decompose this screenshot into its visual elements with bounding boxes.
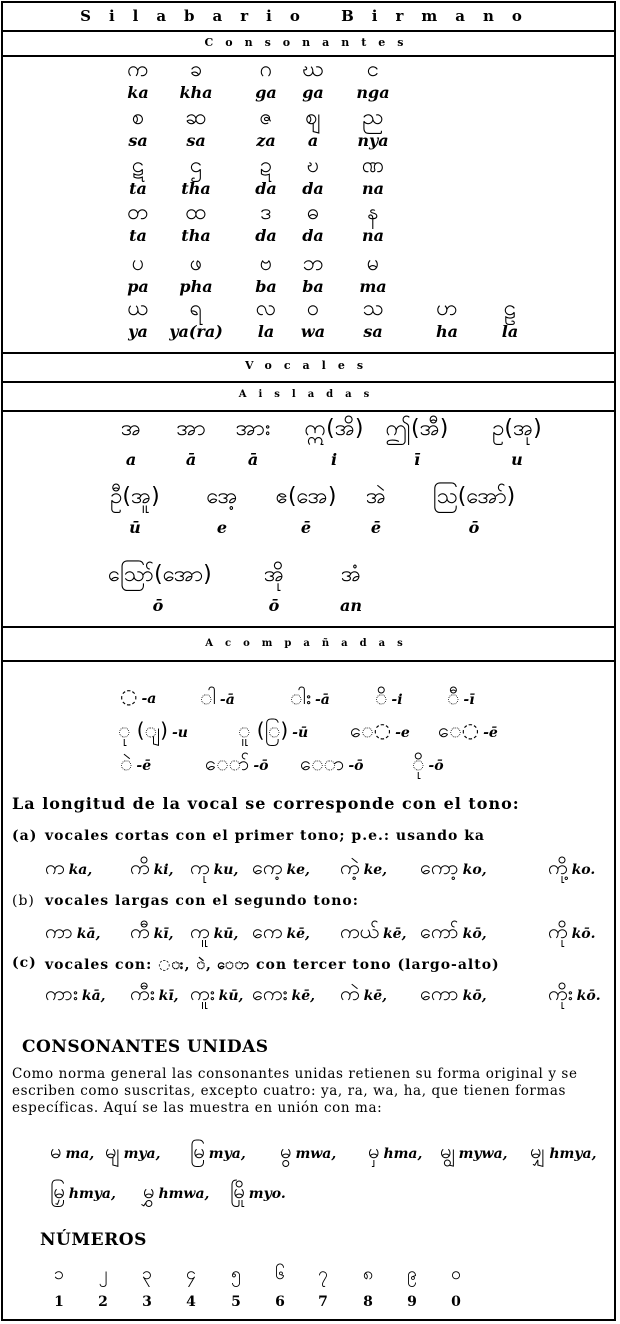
isolated-vowel-latin: ā (185, 450, 197, 469)
number-digit: 4 (186, 1294, 196, 1310)
isolated-vowel-latin: e (216, 518, 228, 537)
consonant-glyph: ယ (127, 296, 149, 321)
consonant-glyph: သ (362, 296, 384, 321)
united-glyph: မျှ (530, 1139, 546, 1163)
number-digit: 2 (98, 1294, 108, 1310)
consonant-latin: nga (356, 83, 390, 102)
number-glyph: ၆ (274, 1263, 286, 1284)
tone-example-glyph: ကူ (190, 919, 210, 943)
tone-example-latin: ka, (68, 862, 93, 878)
tone-example-glyph: က (45, 855, 65, 879)
number-glyph: ၉ (406, 1263, 418, 1284)
section-consonantes: Consonantes (204, 36, 416, 49)
isolated-vowel-latin: ē (370, 518, 382, 537)
united-latin: mwa, (295, 1146, 337, 1162)
vowel-sign-glyph: ◌ါး (290, 685, 311, 709)
tone-example-latin: kō. (571, 926, 596, 942)
consonant-latin: la (257, 322, 275, 341)
divider (1, 352, 616, 354)
consonant-glyph: ဘ (302, 251, 324, 276)
united-latin: hmya, (549, 1146, 597, 1162)
vowel-sign-latin: -i (391, 692, 403, 708)
vowel-sign-glyph: ◌ီ (447, 685, 460, 709)
consonant-latin: la (501, 322, 519, 341)
isolated-vowel-latin: ē (300, 518, 312, 537)
consonant-glyph: စ (131, 105, 145, 130)
tone-example (548, 980, 601, 1010)
vowel-sign-glyph: ◌ု (◌ျ) (118, 718, 168, 742)
consonant-latin: wa (300, 322, 326, 341)
isolated-vowel-glyph: ဪ(အော) (108, 562, 212, 587)
tone-example-glyph: ကို့ (548, 855, 568, 879)
consonant-glyph: ထ (185, 200, 207, 225)
tone-example (45, 918, 100, 948)
isolated-vowel-glyph: အေ့ (206, 484, 238, 509)
tone-example-glyph: ကာ (45, 919, 73, 943)
tone-example-glyph: ကီး (130, 981, 155, 1005)
consonant-glyph: ည (362, 105, 384, 130)
consonant-glyph: ဇ (259, 105, 273, 130)
consonant-glyph: ခ (189, 57, 203, 82)
consonant-latin: tha (181, 226, 211, 245)
united-glyph: မွှ (143, 1179, 155, 1203)
isolated-vowel-latin: ō (468, 518, 480, 537)
united-latin: ma, (65, 1146, 95, 1162)
united-example (530, 1138, 596, 1168)
tone-example (340, 918, 406, 948)
consonant-glyph: ပ (131, 251, 145, 276)
accompanied-vowel (200, 684, 235, 714)
number-digit: 3 (142, 1294, 152, 1310)
tone-example (45, 980, 106, 1010)
isolated-vowel-latin: an (340, 596, 362, 615)
tone-example (45, 854, 92, 884)
vowel-sign-glyph: ◌ူ (◌ြ) (238, 718, 289, 742)
united-paragraph: Como norma general las consonantes unidas retienen su forma original y se escriben como suscritas, excepto cuatro: ya, ra, wa, ha, que tienen formas específicas. Aquí se las muestra en unión con ma: (12, 1066, 578, 1116)
consonant-latin: kha (179, 83, 213, 102)
tone-example (420, 918, 487, 948)
consonant-latin: tha (181, 179, 211, 198)
consonant-latin: da (255, 226, 277, 245)
vowel-sign-glyph: ေ◌ (438, 718, 480, 742)
consonant-latin: da (255, 179, 277, 198)
united-example (368, 1138, 422, 1168)
number-glyph: ၃ (141, 1263, 153, 1284)
united-glyph: မြှ (50, 1179, 65, 1203)
consonant-latin: na (362, 179, 384, 198)
number-glyph: ၁ (53, 1263, 65, 1284)
section-vocales: Vocales (244, 359, 376, 372)
united-latin: mywa, (458, 1146, 508, 1162)
united-latin: mya, (208, 1146, 246, 1162)
page-title: Silabario Birmano (80, 7, 540, 25)
united-example (440, 1138, 508, 1168)
vowel-sign-latin: -ō (348, 758, 364, 774)
tone-example (420, 980, 487, 1010)
accompanied-vowel (120, 684, 156, 708)
united-example (143, 1178, 209, 1208)
united-latin: myo. (248, 1186, 286, 1202)
united-heading: CONSONANTES UNIDAS (22, 1037, 269, 1057)
tone-example-glyph: ကဲ (340, 981, 360, 1005)
isolated-vowel-latin: ō (268, 596, 280, 615)
united-example (280, 1138, 336, 1168)
vowel-sign-glyph: ေ◌ာ် (205, 751, 250, 775)
vowel-sign-latin: -u (171, 725, 188, 741)
united-glyph: မှ (368, 1139, 380, 1163)
united-glyph: မြ (190, 1139, 205, 1163)
isolated-vowel-latin: ī (413, 450, 421, 469)
tone-example-latin: ko. (571, 862, 596, 878)
consonant-glyph: ဈ (305, 105, 321, 130)
consonant-glyph: ဠ (503, 296, 517, 321)
number-glyph: ၂ (98, 1263, 108, 1284)
united-example (50, 1178, 116, 1208)
tone-description: vocales largas con el segundo tono: (45, 893, 359, 909)
united-glyph: မျ (105, 1139, 120, 1163)
consonant-latin: pa (127, 277, 149, 296)
consonant-glyph: ဝ (306, 296, 320, 321)
united-latin: hmya, (68, 1186, 116, 1202)
tone-label: (a) (12, 828, 38, 844)
tone-example (130, 918, 173, 948)
isolated-vowel-glyph: အား (235, 416, 271, 441)
accompanied-vowel (238, 717, 308, 747)
consonant-glyph: ဎ (306, 153, 320, 178)
isolated-vowel-glyph: အို (263, 562, 285, 587)
tone-example (340, 980, 387, 1010)
accompanied-vowel (438, 717, 498, 747)
divider (1, 381, 616, 383)
vowel-sign-latin: -ē (483, 725, 498, 741)
tone-example (190, 980, 243, 1010)
tone-example (130, 854, 173, 884)
accompanied-vowel (290, 684, 330, 714)
united-latin: hma, (383, 1146, 423, 1162)
consonant-glyph: မ (366, 251, 380, 276)
consonant-glyph: န (367, 200, 379, 225)
isolated-vowel-latin: ō (152, 596, 164, 615)
section-aisladas: Aisladas (238, 389, 382, 400)
isolated-vowel-latin: ū (129, 518, 141, 537)
tone-example-latin: kā, (81, 988, 106, 1004)
consonant-latin: ha (436, 322, 458, 341)
consonant-latin: ta (129, 179, 147, 198)
consonant-latin: a (307, 131, 319, 150)
consonant-latin: ga (255, 83, 277, 102)
consonant-latin: na (362, 226, 384, 245)
isolated-vowel-glyph: ဥ(အု) (492, 416, 542, 441)
number-digit: 0 (451, 1294, 461, 1310)
tone-example-latin: ku, (213, 862, 239, 878)
tone-description: vocales cortas con el primer tono; p.e.: usando ka (45, 828, 485, 844)
tone-example-latin: kī, (158, 988, 179, 1004)
consonant-glyph: ဃ (302, 57, 324, 82)
number-glyph: ၄ (185, 1263, 197, 1284)
united-example (105, 1138, 161, 1168)
tone-example (548, 854, 595, 884)
consonant-latin: ya(ra) (169, 322, 223, 341)
vowel-sign-latin: -ā (219, 692, 235, 708)
united-glyph: မ (50, 1139, 62, 1163)
vowel-sign-latin: -a (141, 691, 157, 707)
divider (1, 30, 616, 32)
united-example (50, 1138, 94, 1168)
number-digit: 6 (275, 1294, 285, 1310)
number-digit: 5 (231, 1294, 241, 1310)
isolated-vowel-latin: u (511, 450, 523, 469)
consonant-latin: sa (186, 131, 206, 150)
isolated-vowel-glyph: ဦ(အူ) (110, 484, 160, 509)
tone-example-latin: kē, (286, 926, 310, 942)
number-digit: 1 (54, 1294, 64, 1310)
accompanied-vowel (412, 750, 444, 780)
vowel-sign-glyph: ◌ိ (375, 685, 388, 709)
consonant-glyph: တ (127, 200, 149, 225)
consonant-latin: ta (129, 226, 147, 245)
isolated-vowel-glyph: အာ (176, 416, 206, 441)
tone-example-latin: ke, (363, 862, 388, 878)
united-glyph: မျွ (440, 1139, 455, 1163)
isolated-vowel-glyph: အံ (340, 562, 362, 587)
number-glyph: ၀ (450, 1263, 462, 1284)
tone-example-glyph: ကား (45, 981, 78, 1005)
tone-example-latin: kō, (462, 988, 487, 1004)
vowel-sign-glyph: ◌ါ (200, 685, 216, 709)
tone-example-latin: ke, (286, 862, 310, 878)
vowel-sign-latin: -ā (314, 692, 330, 708)
number-digit: 8 (363, 1294, 373, 1310)
consonant-latin: ba (255, 277, 277, 296)
tone-description: vocales con: ◌း, ◌ဲ, ေ◌ာ con tercer tono (largo-alto) (45, 957, 500, 973)
united-latin: hmwa, (158, 1186, 210, 1202)
accompanied-vowel (300, 750, 363, 780)
tone-example-latin: kī, (153, 926, 174, 942)
accompanied-vowel (118, 717, 188, 747)
vowel-sign-latin: -ō (253, 758, 269, 774)
tone-example (252, 980, 315, 1010)
tone-example-latin: kē, (382, 926, 407, 942)
vowel-sign-glyph: ◌ို (412, 751, 425, 775)
tone-example (190, 854, 238, 884)
tone-example (420, 854, 487, 884)
consonant-latin: nya (357, 131, 389, 150)
tone-example (252, 854, 310, 884)
vowel-sign-latin: -ō (428, 758, 444, 774)
vowel-sign-latin: -ū (292, 725, 309, 741)
consonant-latin: sa (363, 322, 383, 341)
consonant-glyph: ဂ (259, 57, 273, 82)
divider (1, 660, 616, 662)
consonant-glyph: ဌ (189, 153, 203, 178)
isolated-vowel-glyph: ဣ(အိ) (304, 416, 364, 441)
consonant-glyph: ဗ (259, 251, 273, 276)
vowel-sign-latin: -e (395, 725, 410, 741)
vowel-sign-glyph: ◌ဲ (120, 751, 133, 775)
consonant-latin: da (302, 179, 324, 198)
tone-example-glyph: ကူး (190, 981, 215, 1005)
consonant-latin: ba (302, 277, 324, 296)
consonant-glyph: ဋ (131, 153, 145, 178)
tone-example-glyph: ကိ (130, 855, 150, 879)
isolated-vowel-glyph: ဩ(အော်) (432, 484, 516, 509)
tone-example (548, 918, 596, 948)
number-digit: 7 (318, 1294, 328, 1310)
tone-example-glyph: ကဲ့ (340, 855, 360, 879)
consonant-latin: ya (128, 322, 148, 341)
tone-example-glyph: ကေး (252, 981, 288, 1005)
accompanied-vowel (350, 717, 410, 747)
tone-example-latin: ki, (153, 862, 174, 878)
tone-example-latin: kā, (76, 926, 101, 942)
tone-example-glyph: ကိုး (548, 981, 573, 1005)
tone-example-glyph: ကို (548, 919, 568, 943)
isolated-vowel-latin: ā (247, 450, 259, 469)
tone-example-latin: kō. (576, 988, 601, 1004)
consonant-glyph: ဓ (306, 200, 320, 225)
vowel-sign-glyph: ◌ (120, 684, 138, 708)
tone-example-latin: kē, (291, 988, 315, 1004)
tone-example (130, 980, 179, 1010)
consonant-glyph: လ (255, 296, 277, 321)
tone-example (340, 854, 387, 884)
tone-example-glyph: ကော် (420, 919, 459, 943)
united-example (190, 1138, 246, 1168)
isolated-vowel-glyph: ဧ(အေ) (275, 484, 337, 509)
accompanied-vowel (447, 684, 475, 714)
isolated-vowel-glyph: ဤ(အီ) (385, 416, 449, 441)
consonant-latin: ka (127, 83, 149, 102)
isolated-vowel-latin: i (330, 450, 338, 469)
divider (1, 410, 616, 412)
tone-example-latin: ko, (462, 862, 487, 878)
section-acompanadas: Acompañadas (205, 638, 415, 649)
tone-label: (c) (12, 955, 37, 971)
consonant-glyph: ဆ (185, 105, 207, 130)
tone-example-glyph: ကု (190, 855, 210, 879)
tone-example (190, 918, 238, 948)
tone-example-glyph: ကီ (130, 919, 150, 943)
number-glyph: ၈ (362, 1263, 374, 1284)
consonant-latin: za (256, 131, 276, 150)
consonant-latin: da (302, 226, 324, 245)
isolated-vowel-latin: a (125, 450, 137, 469)
vowel-sign-latin: -ē (136, 758, 152, 774)
number-digit: 9 (407, 1294, 417, 1310)
consonant-glyph: ဟ (436, 296, 458, 321)
divider (1, 626, 616, 628)
consonant-latin: pha (179, 277, 213, 296)
consonant-latin: ga (302, 83, 324, 102)
consonant-glyph: ရ (189, 296, 203, 321)
accompanied-vowel (375, 684, 403, 714)
tone-example-latin: kē, (363, 988, 388, 1004)
tone-example-glyph: ကယ် (340, 919, 379, 943)
vowel-sign-glyph: ေ◌ (350, 718, 392, 742)
consonant-latin: ma (359, 277, 387, 296)
consonant-glyph: ဖ (189, 251, 203, 276)
isolated-vowel-glyph: အဲ (365, 484, 387, 509)
number-glyph: ၇ (317, 1263, 329, 1284)
isolated-vowel-glyph: အ (120, 416, 142, 441)
tone-heading: La longitud de la vocal se corresponde con el tono: (12, 794, 520, 813)
consonant-glyph: ဍ (259, 153, 273, 178)
tone-example-glyph: ကော (420, 981, 459, 1005)
consonant-glyph: ဒ (260, 200, 272, 225)
united-glyph: မွ (280, 1139, 292, 1163)
consonant-glyph: င (366, 57, 380, 82)
vowel-sign-glyph: ေ◌ာ (300, 751, 345, 775)
tone-example-glyph: ကော့ (420, 855, 459, 879)
consonant-glyph: ဏ (361, 153, 385, 178)
tone-example-glyph: ကေ (252, 919, 283, 943)
consonant-glyph: က (127, 57, 149, 82)
united-example (230, 1178, 286, 1208)
numbers-heading: NÚMEROS (40, 1230, 147, 1250)
tone-example-latin: kū, (213, 926, 239, 942)
accompanied-vowel (205, 750, 268, 780)
united-latin: mya, (123, 1146, 161, 1162)
vowel-sign-latin: -ī (463, 692, 475, 708)
tone-example-latin: kō, (462, 926, 487, 942)
united-glyph: မြို (230, 1179, 245, 1203)
accompanied-vowel (120, 750, 151, 780)
tone-example (252, 918, 310, 948)
tone-example-latin: kū, (218, 988, 244, 1004)
tone-example-glyph: ကေ့ (252, 855, 283, 879)
tone-label: (b) (12, 893, 35, 909)
consonant-latin: sa (128, 131, 148, 150)
number-glyph: ၅ (230, 1263, 242, 1284)
